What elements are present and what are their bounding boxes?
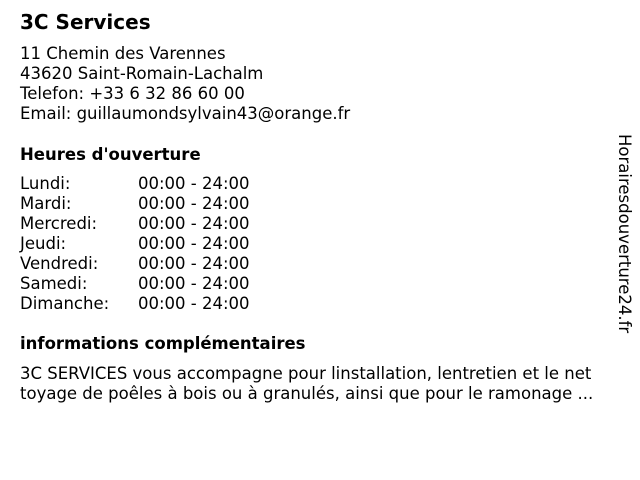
description-text — [20, 364, 632, 404]
time-range: 00:00 - 24:00 — [138, 254, 250, 273]
business-name: 3C Services — [20, 10, 151, 34]
day-label: Jeudi: — [20, 234, 67, 253]
hours-row-monday — [20, 174, 250, 194]
time-range: 00:00 - 24:00 — [138, 214, 250, 233]
hours-row-sunday — [20, 294, 250, 314]
hours-row-wednesday — [20, 214, 250, 234]
phone-number: Telefon: +33 6 32 86 60 00 — [20, 84, 245, 103]
contact-block — [20, 44, 350, 124]
brand-watermark-text: Horairesdouverture24.fr — [615, 134, 634, 334]
hours-row-friday — [20, 254, 250, 274]
hours-row-tuesday — [20, 194, 250, 214]
description-line: 3C SERVICES vous accompagne pour linstallation, lentretien et le net — [20, 364, 592, 383]
time-range: 00:00 - 24:00 — [138, 174, 250, 193]
address-street: 11 Chemin des Varennes — [20, 44, 226, 63]
time-range: 00:00 - 24:00 — [138, 274, 250, 293]
hours-row-thursday — [20, 234, 250, 254]
description-line: toyage de poêles à bois ou à granulés, ainsi que pour le ramonage ... — [20, 384, 594, 403]
email-address: Email: guillaumondsylvain43@orange.fr — [20, 104, 351, 123]
info-heading: informations complémentaires — [20, 334, 306, 353]
day-label: Lundi: — [20, 174, 71, 193]
day-label: Samedi: — [20, 274, 88, 293]
opening-hours-table — [20, 174, 250, 314]
brand-watermark — [610, 134, 636, 344]
hours-row-saturday — [20, 274, 250, 294]
time-range: 00:00 - 24:00 — [138, 294, 250, 313]
time-range: 00:00 - 24:00 — [138, 194, 250, 213]
day-label: Vendredi: — [20, 254, 99, 273]
day-label: Dimanche: — [20, 294, 110, 313]
address-city: 43620 Saint-Romain-Lachalm — [20, 64, 264, 83]
day-label: Mardi: — [20, 194, 72, 213]
hours-heading: Heures d'ouverture — [20, 145, 201, 164]
day-label: Mercredi: — [20, 214, 98, 233]
time-range: 00:00 - 24:00 — [138, 234, 250, 253]
